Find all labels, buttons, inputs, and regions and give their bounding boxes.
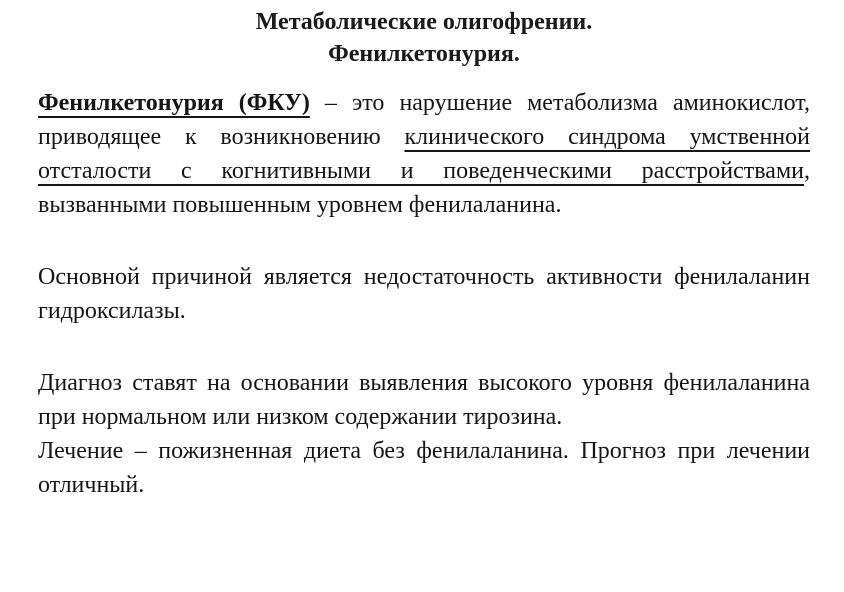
diagnosis-paragraph: Диагноз ставят на основании выявления высокого уровня фенилаланина при нормальном или низком содержании тирозина.	[38, 370, 810, 430]
definition-text-end: , вызванными повышенным уровнем фенилаланина.	[38, 158, 810, 218]
pku-term: Фенилкетонурия (ФКУ)	[38, 90, 310, 116]
definition-paragraph	[38, 86, 810, 222]
treatment-paragraph: Лечение – пожизненная диета без фенилаланина. Прогноз при лечении отличный.	[38, 438, 810, 498]
title-line-1: Метаболические олигофрении.	[255, 9, 593, 35]
underlined-syndrome-text: клинического синдрома умственной отсталости с когнитивными и поведенческими расстройствами	[38, 124, 810, 184]
definition-text: – это нарушение метаболизма аминокислот, приводящее к возникновению	[38, 90, 810, 150]
cause-paragraph: Основной причиной является недостаточность активности фенилаланин гидроксилазы.	[38, 264, 810, 324]
slide-title	[38, 0, 810, 70]
title-line-2: Фенилкетонурия.	[328, 41, 520, 67]
